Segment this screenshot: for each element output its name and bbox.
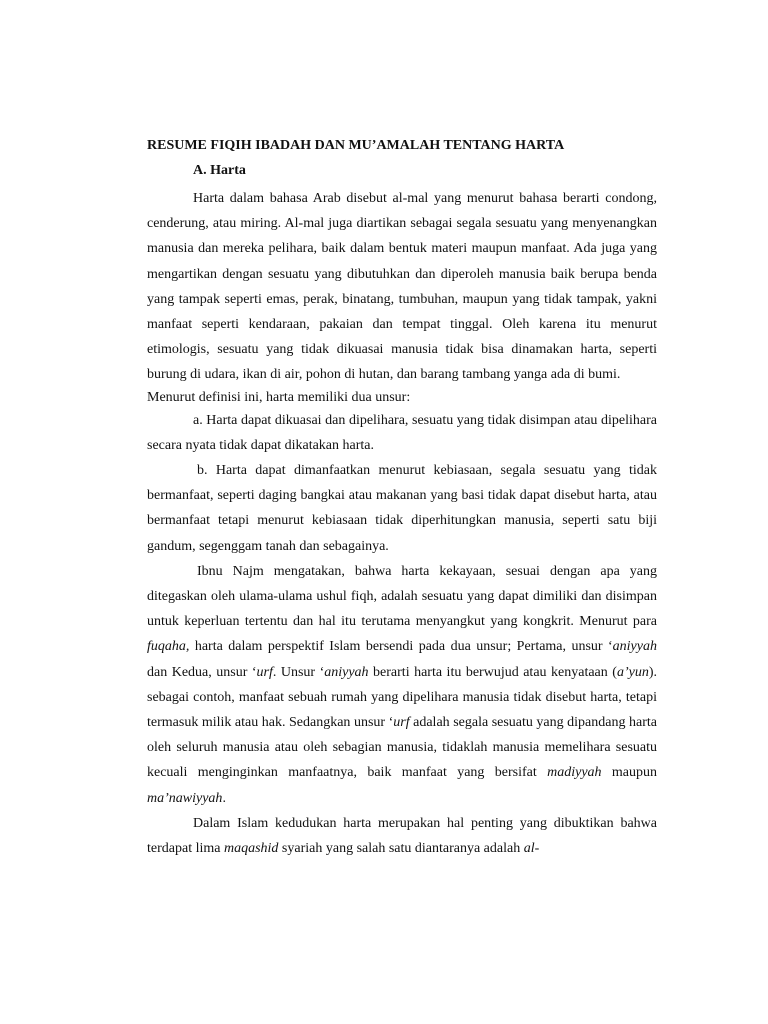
- paragraph-unsur-intro: Menurut definisi ini, harta memiliki dua unsur:: [147, 389, 411, 405]
- text-run: berarti harta itu berwujud atau kenyataan (: [368, 664, 617, 680]
- text-run: syariah yang salah satu diantaranya adalah: [278, 841, 524, 857]
- text-run: harta dalam perspektif Islam bersendi pada dua unsur; Pertama, unsur ‘: [189, 639, 613, 655]
- text-run: Ibnu Najm mengatakan, bahwa harta kekayaan, sesuai dengan apa yang ditegaskan oleh ulama-ulama ushul fiqh, adalah sesuatu yang dapat dimiliki dan disimpan untuk keperluan tertentu dan hal itu terutama menyangkut yang kongkrit. Menurut para: [147, 563, 657, 630]
- document-body: [147, 136, 657, 861]
- italic-term: maqashid: [223, 841, 279, 857]
- text-run: .: [222, 790, 226, 806]
- text-run: ). sebagai contoh, manfaat sebuah rumah yang dipelihara manusia tidak disebut harta, tetapi termasuk milik atau hak. Sedangkan unsur ‘: [147, 664, 657, 731]
- italic-term: fuqaha,: [147, 639, 190, 655]
- paragraph-ibnu-najm: [147, 559, 657, 811]
- italic-term: a’yun: [616, 664, 649, 680]
- text-run: . Unsur ‘: [272, 664, 325, 680]
- text-run: maupun: [601, 765, 657, 781]
- section-heading-a: A. Harta: [193, 163, 246, 178]
- paragraph-kedudukan-harta: [147, 811, 657, 861]
- text-run: Dalam Islam kedudukan harta merupakan hal penting yang dibuktikan bahwa terdapat lima: [147, 815, 657, 857]
- italic-term: madiyyah: [547, 765, 602, 781]
- text-run: dan Kedua, unsur ‘: [147, 664, 257, 680]
- italic-term: urf: [393, 715, 410, 731]
- italic-term: al-: [523, 841, 540, 857]
- text-run: adalah segala sesuatu yang dipandang harta oleh seluruh manusia atau oleh sebagian manusia, tidaklah manusia memelihara sesuatu kecuali menginginkan manfaatnya, baik manfaat yang bersifat: [147, 715, 657, 781]
- italic-term: urf: [256, 664, 273, 680]
- italic-term: aniyyah: [324, 664, 369, 680]
- list-item-b: b. Harta dapat dimanfaatkan menurut kebiasaan, segala sesuatu yang tidak bermanfaat, seperti daging bangkai atau makanan yang basi tidak dapat disebut harta, atau bermanfaat tetapi menurut kebiasaan tidak diperhitungkan manusia, seperti satu biji gandum, segenggam tanah dan sebagainya.: [147, 463, 657, 554]
- list-item-a: a. Harta dapat dikuasai dan dipelihara, sesuatu yang tidak disimpan atau dipelihara secara nyata tidak dapat dikatakan harta.: [147, 412, 657, 453]
- italic-term: ma’nawiyyah: [147, 790, 223, 806]
- paragraph-definition: Harta dalam bahasa Arab disebut al-mal yang menurut bahasa berarti condong, cenderung, atau miring. Al-mal juga diartikan sebagai segala sesuatu yang menyenangkan manusia dan mereka pelihara, baik dalam bentuk materi maupun manfaat. Ada juga yang mengartikan dengan sesuatu yang dibutuhkan dan diperoleh manusia baik berupa benda yang tampak seperti emas, perak, binatang, tumbuhan, maupun yang tidak tampak, yakni manfaat seperti kendaraan, pakaian dan tempat tinggal. Oleh karena itu menurut etimologis, sesuatu yang tidak dikuasai manusia tidak bisa dinamakan harta, seperti burung di udara, ikan di air, pohon di hutan, dan barang tambang yanga ada di bumi.: [147, 191, 657, 383]
- italic-term: aniyyah: [612, 639, 657, 655]
- document-title: RESUME FIQIH IBADAH DAN MU’AMALAH TENTANG HARTA: [147, 138, 565, 153]
